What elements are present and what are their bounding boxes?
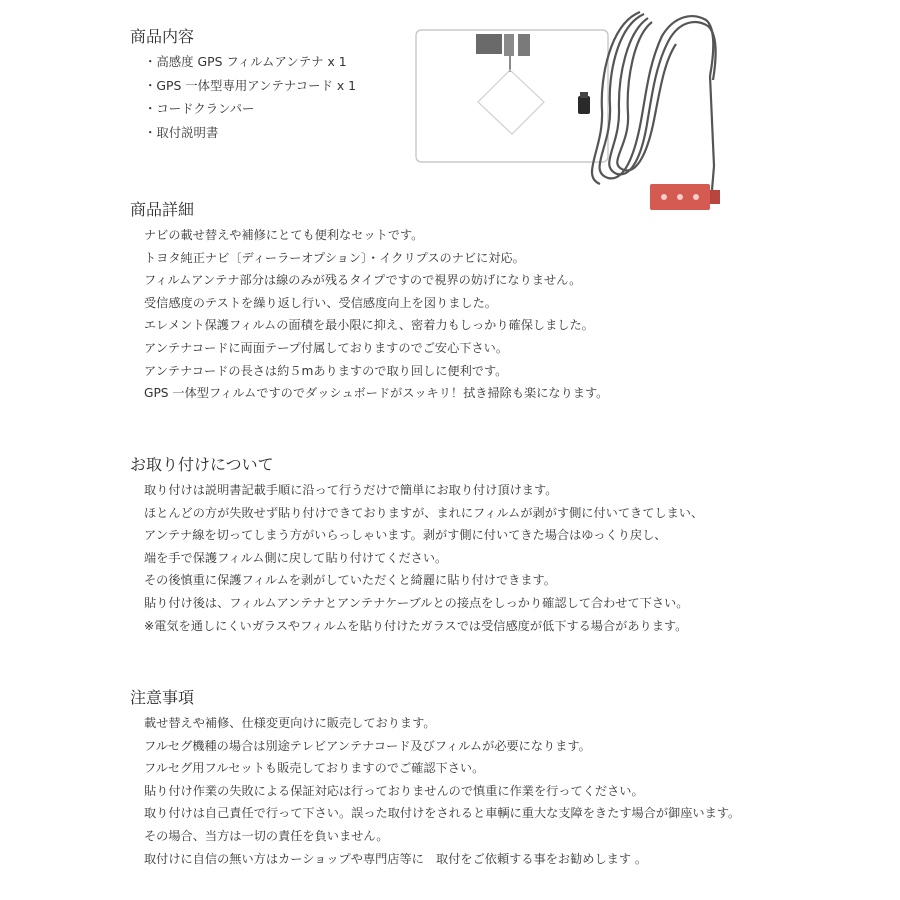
contents-item: ・取付説明書: [144, 124, 219, 140]
notes-line: フルセグ用フルセットも販売しておりますのでご確認下さい。: [144, 761, 485, 776]
section-title-notes: 注意事項: [130, 688, 195, 707]
details-line: ナビの載せ替えや補修にとても便利なセットです。: [144, 228, 424, 242]
cable-plug: [578, 96, 590, 114]
installation-line: アンテナ線を切ってしまう方がいらっしゃいます。剥がす側に付いてきた場合はゆっくり戻し、: [144, 528, 667, 543]
installation-line: ほとんどの方が失敗せず貼り付けできておりますが、まれにフィルムが剥がす側に付いてきてしまい、: [144, 505, 704, 520]
details-list: [144, 224, 608, 405]
installation-line: 端を手で保護フィルム側に戻して貼り付けてください。: [144, 550, 448, 565]
details-line: アンテナコードに両面テープ付属しておりますのでご安心下さい。: [144, 340, 509, 355]
notes-line: 取り付けは自己責任で行って下さい。誤った取付けをされると車輌に重大な支障をきたす場合が御座います。: [144, 806, 741, 821]
notes-line: 載せ替えや補修、仕様変更向けに販売しております。: [144, 716, 436, 730]
installation-line: 取り付けは説明書記載手順に沿って行うだけで簡単にお取り付け頂けます。: [144, 483, 558, 497]
section-title-details: 商品詳細: [130, 200, 195, 219]
product-image: [412, 6, 732, 216]
installation-list: [144, 479, 703, 637]
section-title-contents: 商品内容: [130, 27, 195, 46]
section-title-installation: お取り付けについて: [130, 455, 274, 474]
details-line: GPS 一体型フィルムですのでダッシュボードがスッキリ！拭き掃除も楽になります。: [144, 386, 609, 401]
notes-line: その場合、当方は一切の責任を負いません。: [144, 828, 389, 843]
film-connector: [476, 34, 502, 54]
details-line: トヨタ純正ナビ〔ディーラーオプション〕・イクリプスのナビに対応。: [144, 250, 525, 265]
details-line: エレメント保護フィルムの面積を最小限に抑え、密着力もしっかり確保しました。: [144, 318, 594, 333]
notes-line: 取付けに自信の無い方はカーショップや専門店等に 取付をご依頼する事をお勧めします 。: [144, 851, 648, 866]
contents-item: ・高感度 GPS フィルムアンテナ x 1: [144, 54, 347, 69]
installation-line: 貼り付け後は、フィルムアンテナとアンテナケーブルとの接点をしっかり確認して合わせて下さい。: [144, 595, 689, 610]
contents-list: [144, 50, 356, 144]
details-line: フィルムアンテナ部分は線のみが残るタイプですので視界の妨げになりません。: [144, 273, 582, 288]
installation-line: その後慎重に保護フィルムを剥がしていただくと綺麗に貼り付けできます。: [144, 573, 556, 588]
details-line: アンテナコードの長さは約５mありますので取り回しに便利です。: [144, 363, 508, 378]
notes-line: フルセグ機種の場合は別途テレビアンテナコード及びフィルムが必要になります。: [144, 738, 591, 753]
installation-line: ※電気を通しにくいガラスやフィルムを貼り付けたガラスでは受信感度が低下する場合があります。: [144, 618, 688, 633]
notes-list: [144, 712, 740, 870]
cable-coil: [592, 12, 716, 190]
film-element: [478, 70, 544, 134]
notes-line: 貼り付け作業の失敗による保証対応は行っておりませんので慎重に作業を行ってください。: [144, 783, 644, 798]
details-line: 受信感度のテストを繰り返し行い、受信感度向上を図りました。: [144, 295, 497, 310]
contents-item: ・コードクランパー: [144, 101, 255, 116]
contents-item: ・GPS 一体型専用アンテナコード x 1: [144, 77, 357, 93]
